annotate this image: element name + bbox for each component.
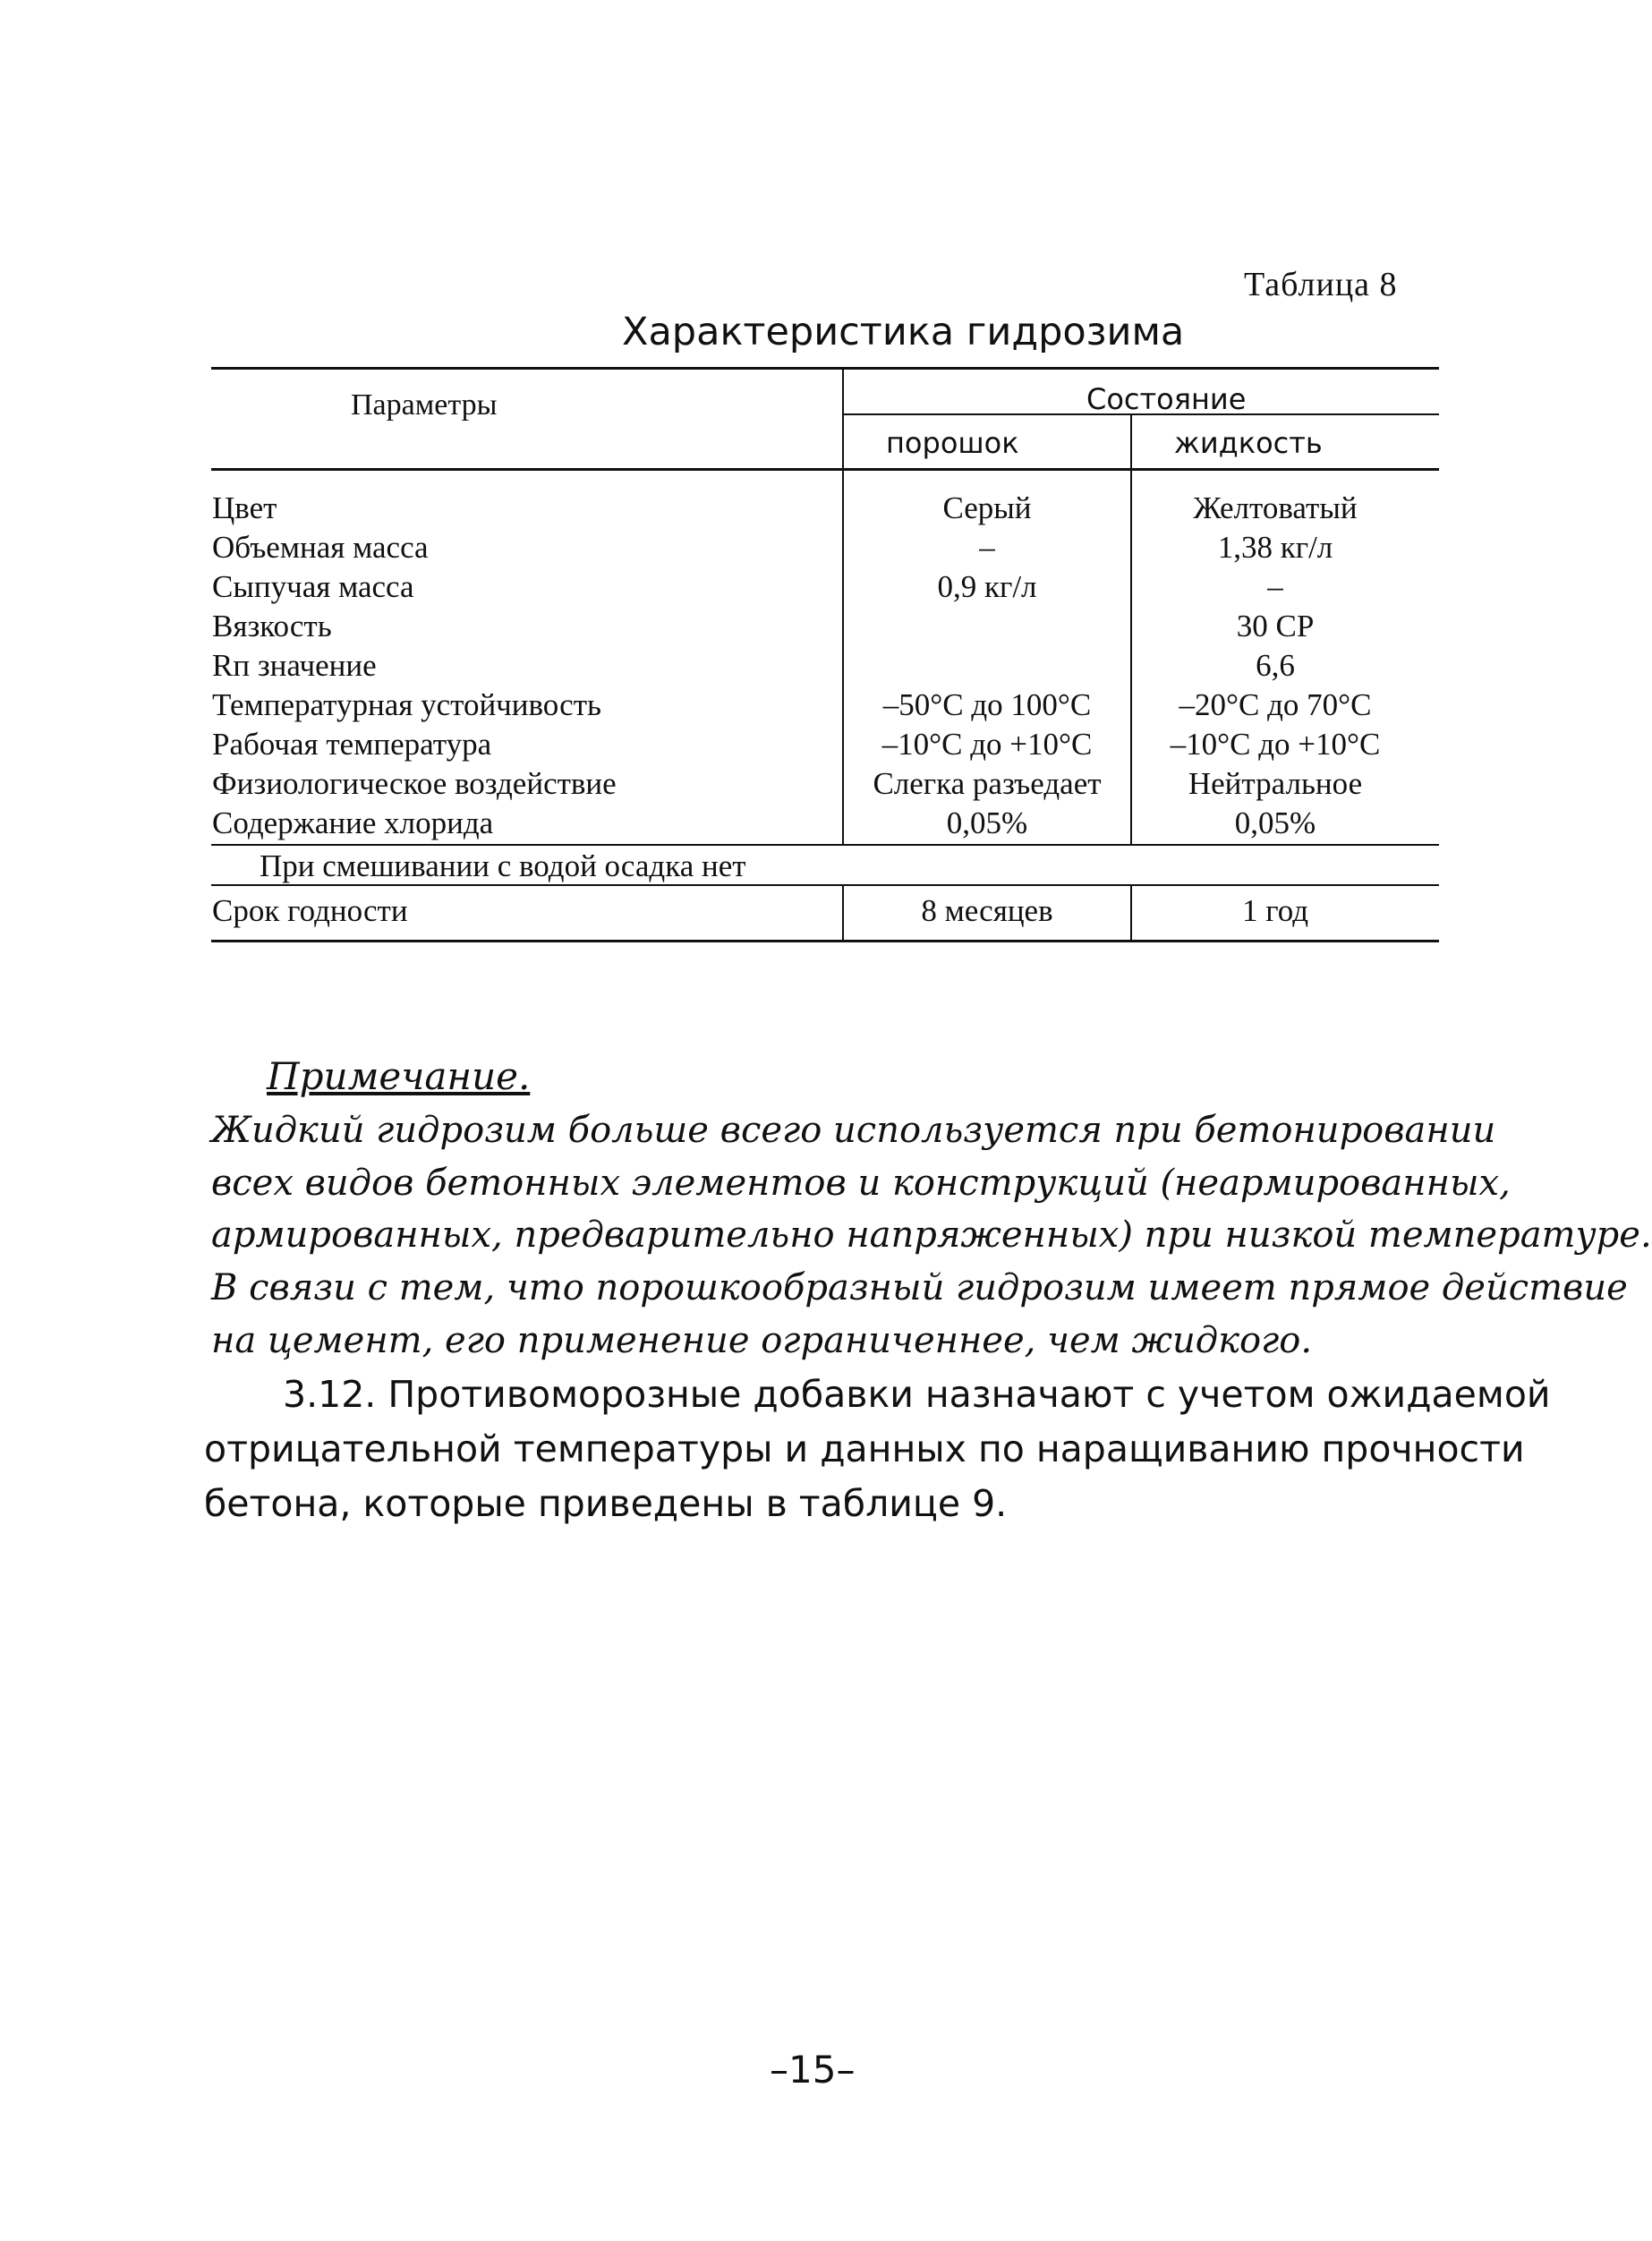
row-param-physiological: Физиологическое воздействие: [212, 766, 617, 801]
paragraph-line: 3.12. Противоморозные добавки назначают с учетом ожидаемой: [283, 1373, 1551, 1416]
row-powder-shelf-life: 8 месяцев: [921, 893, 1053, 928]
table-title: Характеристика гидрозима: [622, 310, 1185, 354]
row-param-loose-mass: Сыпучая масса: [212, 569, 414, 604]
note-title: Примечание.: [267, 1054, 531, 1098]
col-header-state: Состояние: [1086, 382, 1247, 416]
subheader-liquid: жидкость: [1174, 426, 1323, 460]
row-powder-working-temp: –10°С до +10°С: [881, 727, 1093, 762]
row-liquid-physiological: Нейтральное: [1188, 766, 1363, 801]
row-powder-temp-stability: –50°С до 100°С: [882, 687, 1092, 722]
row-liquid-temp-stability: –20°С до 70°С: [1179, 687, 1372, 722]
row-liquid-working-temp: –10°С до +10°С: [1170, 727, 1381, 762]
row-liquid-loose-mass: –: [1267, 569, 1283, 604]
note-line: армированных, предварительно напряженных) при низкой температуре.: [211, 1214, 1652, 1256]
row-param-temp-stability: Температурная устойчивость: [212, 687, 601, 722]
paragraph-line: бетона, которые приведены в таблице 9.: [204, 1482, 1008, 1525]
table-label: Таблица 8: [1244, 266, 1398, 303]
row-liquid-shelf-life: 1 год: [1241, 893, 1309, 928]
row-param-working-temp: Рабочая температура: [212, 727, 492, 762]
row-liquid-viscosity: 30 CP: [1236, 609, 1315, 643]
table-top-rule: [211, 367, 1439, 370]
row-powder-chloride: 0,05%: [946, 805, 1028, 840]
row-powder-color: Серый: [942, 490, 1032, 525]
note-line: на цемент, его применение ограниченнее, чем жидкого.: [211, 1320, 1313, 1361]
note-line: всех видов бетонных элементов и конструкций (неармированных,: [211, 1163, 1511, 1204]
row-powder-physiological: Слегка разъедает: [873, 766, 1102, 801]
subheader-powder: порошок: [886, 426, 1019, 460]
row-liquid-color: Желтоватый: [1193, 490, 1358, 525]
row-param-ph: Rп значение: [212, 648, 377, 683]
paragraph-line: отрицательной температуры и данных по наращиванию прочности: [204, 1427, 1525, 1470]
note-row-rule: [211, 884, 1439, 886]
row-liquid-chloride: 0,05%: [1234, 805, 1316, 840]
note-line: Жидкий гидрозим больше всего используется при бетонировании: [211, 1110, 1496, 1151]
col-header-params: Параметры: [351, 388, 498, 422]
row-liquid-ph: 6,6: [1256, 648, 1295, 683]
row-param-shelf-life: Срок годности: [212, 893, 408, 928]
note-line: В связи с тем, что порошкообразный гидрозим имеет прямое действие: [211, 1267, 1628, 1308]
row-mixing-note: При смешивании с водой осадка нет: [260, 848, 746, 883]
header-bottom-rule: [211, 468, 1439, 471]
row-powder-bulk-density: –: [979, 530, 995, 565]
row-liquid-bulk-density: 1,38 кг/л: [1217, 530, 1333, 565]
page-number: –15–: [770, 2048, 856, 2092]
row-param-viscosity: Вязкость: [212, 609, 332, 643]
row-param-chloride: Содержание хлорида: [212, 805, 494, 840]
row-powder-loose-mass: 0,9 кг/л: [937, 569, 1037, 604]
row-param-bulk-density: Объемная масса: [212, 530, 429, 565]
table-bottom-rule: [211, 940, 1439, 942]
row-param-color: Цвет: [212, 490, 277, 525]
chloride-row-rule: [211, 844, 1439, 846]
